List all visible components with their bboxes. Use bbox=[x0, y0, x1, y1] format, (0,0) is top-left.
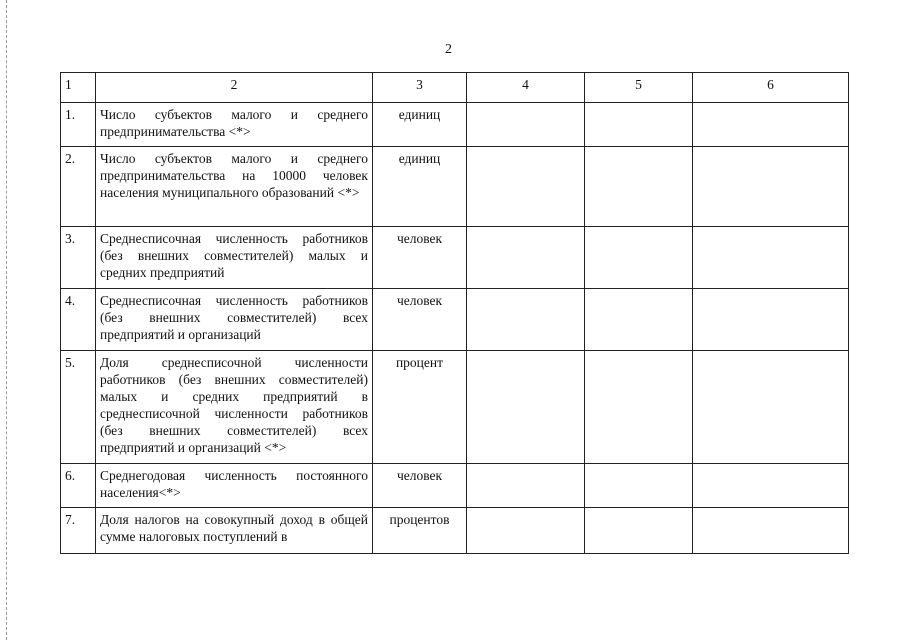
value-cell-4 bbox=[467, 508, 585, 554]
value-cell-6 bbox=[693, 147, 849, 227]
header-cell-6: 6 bbox=[693, 73, 849, 103]
header-cell-4: 4 bbox=[467, 73, 585, 103]
page-edge-dashed-line bbox=[6, 0, 7, 640]
value-cell-5 bbox=[585, 289, 693, 351]
value-cell-6 bbox=[693, 227, 849, 289]
table-row bbox=[61, 464, 849, 508]
header-cell-2: 2 bbox=[96, 73, 373, 103]
indicator-name: Доля среднесписочной численности работников (без внешних совместителей) малых и средних предприятий в среднесписочной численности работников (без внешних совместителей) всех предприятий и организаций <*> bbox=[96, 351, 373, 464]
table-row bbox=[61, 351, 849, 464]
value-cell-5 bbox=[585, 147, 693, 227]
header-cell-1: 1 bbox=[61, 73, 96, 103]
unit-of-measure: единиц bbox=[373, 103, 467, 147]
row-number: 4. bbox=[61, 289, 96, 351]
unit-of-measure: процентов bbox=[373, 508, 467, 554]
row-number: 1. bbox=[61, 103, 96, 147]
header-cell-3: 3 bbox=[373, 73, 467, 103]
table-row bbox=[61, 508, 849, 554]
table-row bbox=[61, 289, 849, 351]
value-cell-6 bbox=[693, 351, 849, 464]
unit-of-measure: человек bbox=[373, 289, 467, 351]
value-cell-6 bbox=[693, 508, 849, 554]
unit-of-measure: процент bbox=[373, 351, 467, 464]
value-cell-6 bbox=[693, 289, 849, 351]
value-cell-5 bbox=[585, 464, 693, 508]
value-cell-6 bbox=[693, 464, 849, 508]
table-row bbox=[61, 147, 849, 227]
indicators-table bbox=[60, 72, 849, 554]
indicator-name: Число субъектов малого и среднего предпринимательства на 10000 человек населения муниципального образований <*> bbox=[96, 147, 373, 227]
value-cell-4 bbox=[467, 464, 585, 508]
table-row bbox=[61, 227, 849, 289]
value-cell-4 bbox=[467, 103, 585, 147]
table-header-row bbox=[61, 73, 849, 103]
row-number: 7. bbox=[61, 508, 96, 554]
table-row bbox=[61, 103, 849, 147]
indicator-name: Среднегодовая численность постоянного населения<*> bbox=[96, 464, 373, 508]
unit-of-measure: человек bbox=[373, 464, 467, 508]
indicator-name bbox=[96, 508, 373, 554]
value-cell-4 bbox=[467, 289, 585, 351]
value-cell-6 bbox=[693, 103, 849, 147]
indicator-name: Среднесписочная численность работников (без внешних совместителей) всех предприятий и организаций bbox=[96, 289, 373, 351]
value-cell-5 bbox=[585, 227, 693, 289]
row-number: 6. bbox=[61, 464, 96, 508]
value-cell-4 bbox=[467, 147, 585, 227]
unit-of-measure: человек bbox=[373, 227, 467, 289]
indicator-name-text: Доля налогов на совокупный доход в общей сумме налоговых поступлений в bbox=[100, 512, 368, 544]
value-cell-5 bbox=[585, 351, 693, 464]
value-cell-5 bbox=[585, 103, 693, 147]
value-cell-4 bbox=[467, 227, 585, 289]
indicator-name: Число субъектов малого и среднего предпринимательства <*> bbox=[96, 103, 373, 147]
value-cell-4 bbox=[467, 351, 585, 464]
header-cell-5: 5 bbox=[585, 73, 693, 103]
row-number: 3. bbox=[61, 227, 96, 289]
page-number: 2 bbox=[445, 42, 452, 57]
unit-of-measure: единиц bbox=[373, 147, 467, 227]
row-number: 5. bbox=[61, 351, 96, 464]
indicator-name: Среднесписочная численность работников (без внешних совместителей) малых и средних предприятий bbox=[96, 227, 373, 289]
row-number: 2. bbox=[61, 147, 96, 227]
value-cell-5 bbox=[585, 508, 693, 554]
